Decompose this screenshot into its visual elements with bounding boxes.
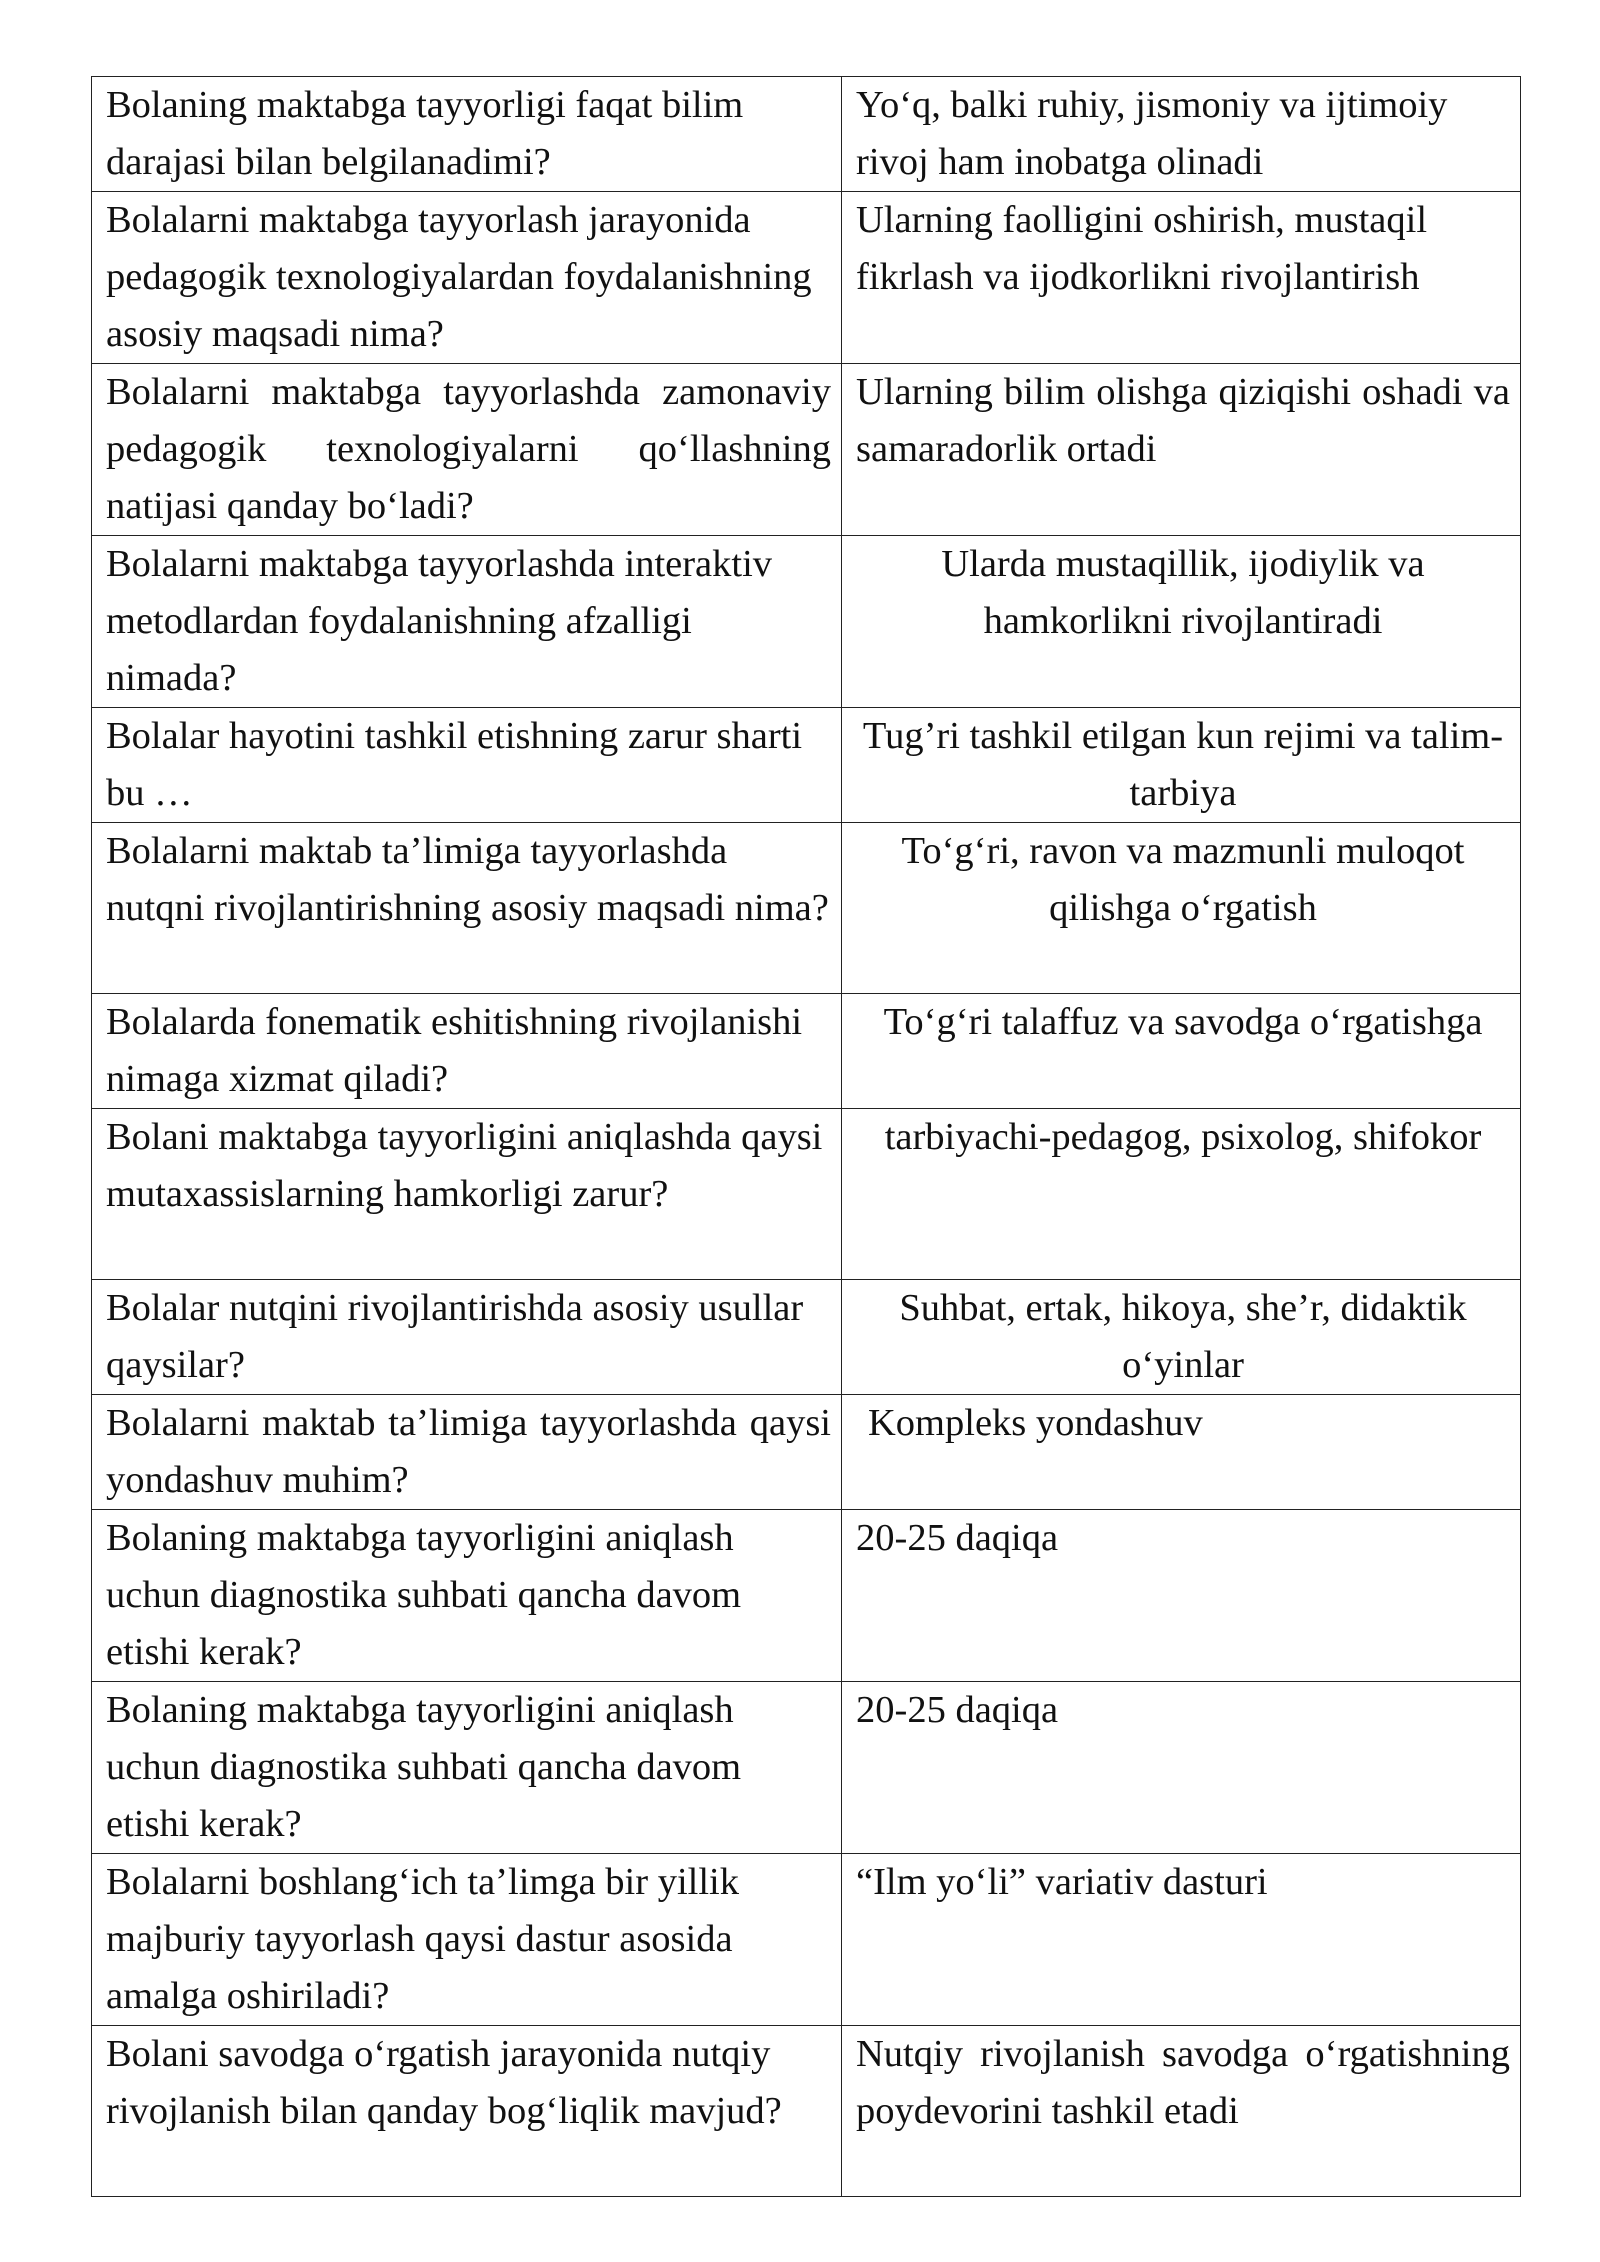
answer-cell: Tug’ri tashkil etilgan kun rejimi va talim-tarbiya bbox=[842, 708, 1521, 823]
qa-table bbox=[91, 76, 1521, 2197]
question-cell: Bolalar nutqini rivojlantirishda asosiy usullar qaysilar? bbox=[92, 1280, 842, 1395]
table-row bbox=[92, 1395, 1521, 1510]
answer-cell: 20-25 daqiqa bbox=[842, 1510, 1521, 1682]
qa-table-body bbox=[92, 77, 1521, 2197]
table-row bbox=[92, 708, 1521, 823]
question-cell: Bolalarni maktabga tayyorlashda zamonaviy pedagogik texnologiyalarni qo‘llashning natijasi qanday bo‘ladi? bbox=[92, 364, 842, 536]
question-cell: Bolaning maktabga tayyorligi faqat bilim darajasi bilan belgilanadimi? bbox=[92, 77, 842, 192]
table-row bbox=[92, 1682, 1521, 1854]
question-cell: Bolalar hayotini tashkil etishning zarur sharti bu … bbox=[92, 708, 842, 823]
answer-cell: To‘g‘ri talaffuz va savodga o‘rgatishga bbox=[842, 994, 1521, 1109]
answer-cell: Kompleks yondashuv bbox=[842, 1395, 1521, 1510]
answer-cell: Ularda mustaqillik, ijodiylik va hamkorlikni rivojlantiradi bbox=[842, 536, 1521, 708]
answer-cell: Suhbat, ertak, hikoya, she’r, didaktik o‘yinlar bbox=[842, 1280, 1521, 1395]
answer-cell: 20-25 daqiqa bbox=[842, 1682, 1521, 1854]
table-row bbox=[92, 994, 1521, 1109]
table-row bbox=[92, 2026, 1521, 2197]
answer-cell: “Ilm yo‘li” variativ dasturi bbox=[842, 1854, 1521, 2026]
question-cell: Bolalarni maktabga tayyorlash jarayonida pedagogik texnologiyalardan foydalanishning asosiy maqsadi nima? bbox=[92, 192, 842, 364]
table-row bbox=[92, 536, 1521, 708]
question-cell: Bolani maktabga tayyorligini aniqlashda qaysi mutaxassislarning hamkorligi zarur? bbox=[92, 1109, 842, 1280]
table-row bbox=[92, 192, 1521, 364]
answer-cell: Nutqiy rivojlanish savodga o‘rgatishning poydevorini tashkil etadi bbox=[842, 2026, 1521, 2197]
table-row bbox=[92, 823, 1521, 994]
table-row bbox=[92, 77, 1521, 192]
question-cell: Bolaning maktabga tayyorligini aniqlash uchun diagnostika suhbati qancha davom etishi kerak? bbox=[92, 1510, 842, 1682]
answer-cell: Yo‘q, balki ruhiy, jismoniy va ijtimoiy rivoj ham inobatga olinadi bbox=[842, 77, 1521, 192]
question-cell: Bolalarni boshlang‘ich ta’limga bir yillik majburiy tayyorlash qaysi dastur asosida amalga oshiriladi? bbox=[92, 1854, 842, 2026]
question-cell: Bolani savodga o‘rgatish jarayonida nutqiy rivojlanish bilan qanday bog‘liqlik mavjud? bbox=[92, 2026, 842, 2197]
question-cell: Bolaning maktabga tayyorligini aniqlash uchun diagnostika suhbati qancha davom etishi kerak? bbox=[92, 1682, 842, 1854]
question-cell: Bolalarni maktabga tayyorlashda interaktiv metodlardan foydalanishning afzalligi nimada? bbox=[92, 536, 842, 708]
question-cell: Bolalarda fonematik eshitishning rivojlanishi nimaga xizmat qiladi? bbox=[92, 994, 842, 1109]
table-row bbox=[92, 364, 1521, 536]
question-cell: Bolalarni maktab ta’limiga tayyorlashda qaysi yondashuv muhim? bbox=[92, 1395, 842, 1510]
table-row bbox=[92, 1109, 1521, 1280]
table-row bbox=[92, 1854, 1521, 2026]
table-row bbox=[92, 1510, 1521, 1682]
answer-cell: Ularning faolligini oshirish, mustaqil fikrlash va ijodkorlikni rivojlantirish bbox=[842, 192, 1521, 364]
answer-cell: Ularning bilim olishga qiziqishi oshadi va samaradorlik ortadi bbox=[842, 364, 1521, 536]
question-cell: Bolalarni maktab ta’limiga tayyorlashda nutqni rivojlantirishning asosiy maqsadi nima? bbox=[92, 823, 842, 994]
table-row bbox=[92, 1280, 1521, 1395]
answer-cell: To‘g‘ri, ravon va mazmunli muloqot qilishga o‘rgatish bbox=[842, 823, 1521, 994]
answer-cell: tarbiyachi-pedagog, psixolog, shifokor bbox=[842, 1109, 1521, 1280]
